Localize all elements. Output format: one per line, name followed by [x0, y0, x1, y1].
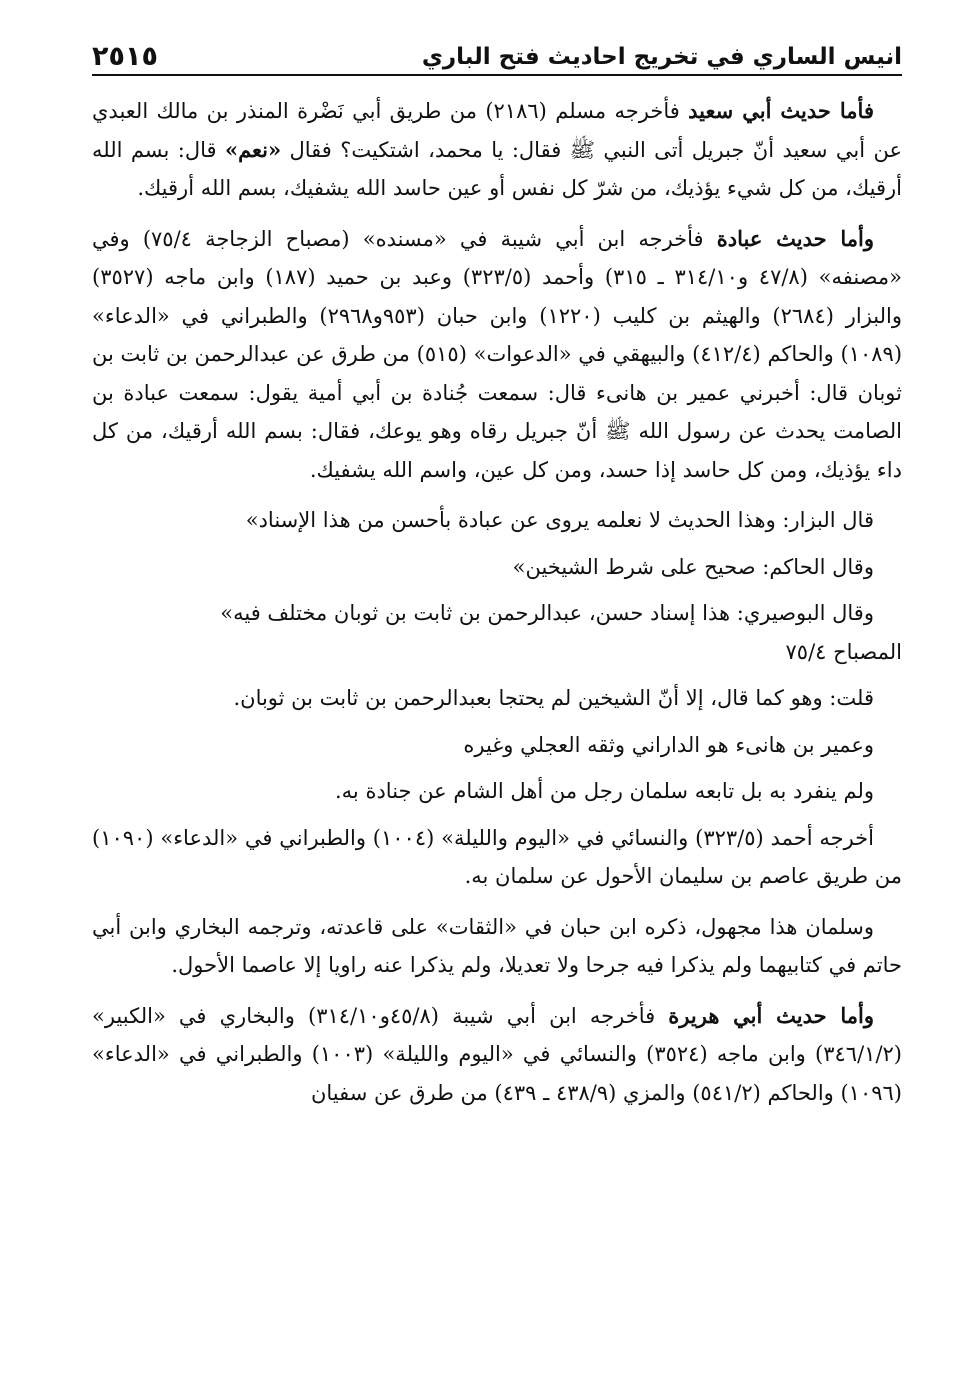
paragraph-abi-hurayra	[92, 997, 902, 1113]
page-number: ٢٥١٥	[92, 41, 158, 72]
busiri-line: وقال البوصيري: هذا إسناد حسن، عبدالرحمن بن ثابت بن ثوبان مختلف فيه»	[220, 601, 874, 625]
paragraph-salman-follow: ولم ينفرد به بل تابعه سلمان رجل من أهل الشام عن جنادة به.	[334, 779, 874, 803]
main-text	[92, 92, 902, 1124]
paragraph-busiri	[92, 594, 902, 671]
paragraph-text: فأخرجه مسلم (٢١٨٦) من طريق أبي نَضْرة المنذر بن مالك العبدي عن أبي سعيد أنّ جبريل أتى النبي ﷺ فقال: يا محمد، اشتكيت؟ فقال	[92, 99, 902, 162]
paragraph-text: قال: بسم الله أرقيك، من كل شيء يؤذيك، من شرّ كل نفس أو عين حاسد الله يشفيك، بسم الله أرقيك.	[92, 137, 902, 200]
paragraph-bazzar: قال البزار: وهذا الحديث لا نعلمه يروى عن عبادة بأحسن من هذا الإسناد»	[245, 508, 874, 532]
paragraph-lead: وأما حديث عبادة	[716, 225, 874, 251]
bold-word: «نعم»	[224, 136, 282, 162]
page-header	[92, 30, 902, 76]
paragraph-lead: فأما حديث أبي سعيد	[688, 98, 874, 123]
running-title: انيس الساري في تخريج احاديث فتح الباري	[421, 44, 902, 70]
paragraph-abi-said	[92, 92, 902, 208]
paragraph-ubada	[92, 220, 902, 490]
paragraph-lead: وأما حديث أبي هريرة	[668, 1002, 874, 1028]
paragraph-umair: وعمير بن هانىء هو الداراني وثقه العجلي وغيره	[463, 732, 874, 757]
paragraph-hakim: وقال الحاكم: صحيح على شرط الشيخين»	[512, 554, 874, 579]
paragraph-salman-majhul: وسلمان هذا مجهول، ذكره ابن حبان في «الثقات» على قاعدته، وترجمه البخاري وابن أبي حاتم في كتابيهما ولم يذكرا فيه جرحا ولا تعديلا، ولم يذكرا عنه راويا إلا عاصما الأحول.	[92, 914, 902, 977]
paragraph-text: فأخرجه ابن أبي شيبة في «مسنده» (مصباح الزجاجة ٧٥/٤) وفي «مصنفه» (٤٧/٨ و٣١٤/١٠ ـ ٣١٥) وأحمد (٣٢٣/٥) وعبد بن حميد (١٨٧) وابن ماجه (٣٥٢٧) والبزار (٢٦٨٤) والهيثم بن كليب (١٢٢٠) وابن حبان (٩٥٣و٢٩٦٨) والطبراني في «الدعاء» (١٠٨٩) والحاكم (٤١٢/٤) والبيهقي في «الدعوات» (٥١٥) من طرق عن عبدالرحمن بن ثابت بن ثوبان قال: أخبرني عمير بن هانىء قال: سمعت جُنادة بن أبي أمية يقول: سمعت عبادة بن الصامت يحدث عن رسول الله ﷺ أنّ جبريل رقاه وهو يوعك، فقال: بسم الله أرقيك، من كل داء يؤذيك، ومن كل حاسد إذا حسد، ومن كل عين، واسم الله يشفيك.	[92, 226, 903, 482]
paragraph-text: فأخرجه ابن أبي شيبة (٤٥/٨و٣١٤/١٠) والبخاري في «الكبير» (٣٤٦/١/٢) وابن ماجه (٣٥٢٤) والنسائي في «اليوم والليلة» (١٠٠٣) والطبراني في «الدعاء» (١٠٩٦) والحاكم (٥٤١/٢) والمزي (٤٣٨/٩ ـ ٤٣٩) من طرق عن سفيان	[92, 1003, 902, 1105]
paragraph-qultu: قلت: وهو كما قال، إلا أنّ الشيخين لم يحتجا بعبدالرحمن بن ثابت بن ثوبان.	[233, 686, 874, 710]
paragraph-takhrij-ahmad: أخرجه أحمد (٣٢٣/٥) والنسائي في «اليوم والليلة» (١٠٠٤) والطبراني في «الدعاء» (١٠٩٠) من طريق عاصم بن سليمان الأحول عن سلمان به.	[92, 825, 902, 888]
busiri-source: المصباح ٧٥/٤	[785, 639, 902, 664]
